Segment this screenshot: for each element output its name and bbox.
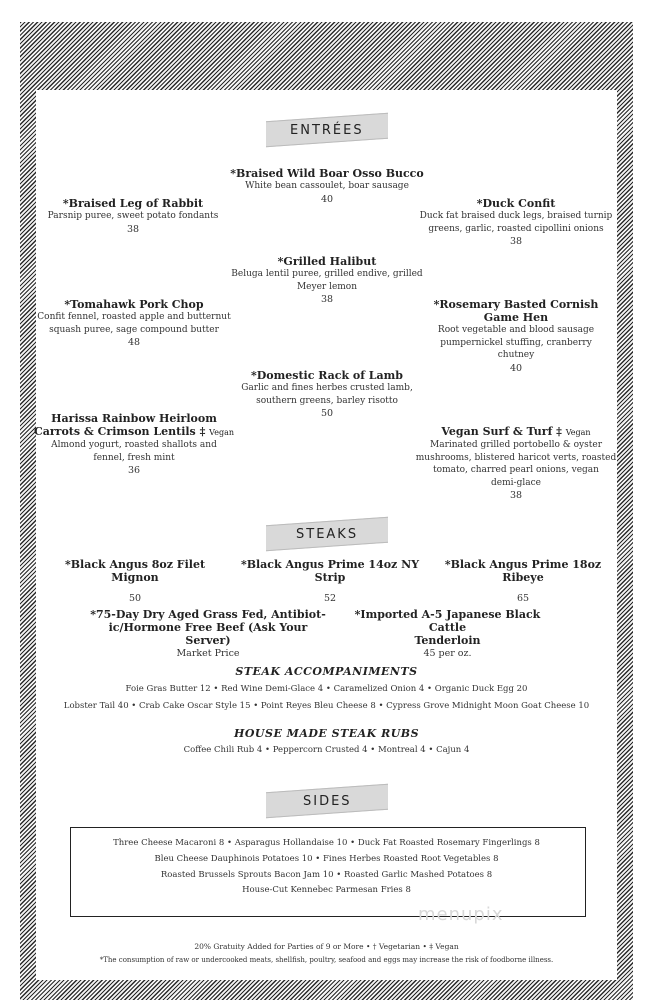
entree-desc: fennel, fresh mint [93,452,175,463]
sides-line: House-Cut Kennebec Parmesan Fries 8 [242,885,411,895]
entree-price: 38 [320,294,334,305]
entree-desc: mushrooms, blistered haricot verts, roasted [415,452,617,463]
entree-price: 40 [320,193,334,205]
entree-item [217,369,437,420]
sides-line: Three Cheese Macaroni 8 • Asparagus Hollandaise 10 • Duck Fat Roasted Rosemary Fingerlings 8 [113,838,540,848]
sides-line: Bleu Cheese Dauphinois Potatoes 10 • Fines Herbes Roasted Root Vegetables 8 [154,854,499,864]
steak-price: Market Price [176,648,240,659]
steak-item [40,558,230,605]
steak-price: 52 [323,593,337,604]
entrees-heading: ENTRÉES [290,122,364,138]
entree-desc: White bean cassoulet, boar sausage [245,181,409,191]
steak-name: Tenderloin [414,634,481,647]
entree-desc: Duck fat braised duck legs, braised turnip [419,211,613,221]
rubs-heading: HOUSE MADE STEAK RUBS [233,727,420,740]
entree-name: Harissa Rainbow Heirloom [51,412,217,425]
entree-name: *Domestic Rack of Lamb [250,369,403,382]
sides-line: Roasted Brussels Sprouts Bacon Jam 10 • Roasted Garlic Mashed Potatoes 8 [160,870,493,880]
entree-desc: greens, garlic, roasted cipollini onions [428,223,604,234]
entree-price: 50 [320,408,334,419]
steak-item [88,608,328,660]
gratuity-note: 20% Gratuity Added for Parties of 9 or More • † Vegetarian • ‡ Vegan [194,942,459,951]
accompaniments-line: Foie Gras Butter 12 • Red Wine Demi-Glace 4 • Caramelized Onion 4 • Organic Duck Egg 20 [125,684,528,694]
entree-name: *Braised Leg of Rabbit [62,197,204,210]
entree-desc: Garlic and fines herbes crusted lamb, [241,383,413,393]
entree-name: Game Hen [483,311,549,324]
steak-name: ic/Hormone Free Beef (Ask Your Server) [108,621,308,647]
entree-desc: tomato, charred pearl onions, vegan [433,465,599,475]
entree-price: 38 [509,490,523,501]
entree-price: 40 [509,362,523,374]
entree-desc: squash puree, sage compound butter [49,324,219,335]
entree-item [406,425,626,502]
entree-desc: pumpernickel stuffing, cranberry [440,337,592,348]
steak-price: 65 [516,593,530,604]
steaks-heading: STEAKS [295,526,359,542]
entree-desc: Meyer lemon [296,281,358,292]
entree-desc: Root vegetable and blood sausage [437,325,595,335]
entree-desc: Almond yogurt, roasted shallots and [51,440,217,450]
steak-price: 50 [128,593,142,604]
steak-name: *Black Angus Prime 18oz Ribeye [444,558,602,584]
steak-price: 45 per oz. [423,648,472,659]
steak-name: *Black Angus 8oz Filet Mignon [64,558,206,584]
sides-heading: SIDES [302,793,352,809]
entree-name: *Tomahawk Pork Chop [64,298,204,311]
accompaniments-line: Lobster Tail 40 • Crab Cake Oscar Style 15 • Point Reyes Bleu Cheese 8 • Cypress Grove Midnight Moon Goat Cheese 10 [63,701,590,711]
entree-name: *Rosemary Basted Cornish [433,298,599,311]
entree-item [28,412,240,477]
steak-item [428,558,618,605]
entree-desc: Confit fennel, roasted apple and butternut [37,312,231,322]
entree-item [217,255,437,306]
entree-price: 48 [127,337,141,348]
vegan-tag: Vegan [565,428,591,437]
entree-item [421,298,611,375]
entree-item [411,197,621,248]
steak-item [230,558,430,605]
vegan-tag: Vegan [209,428,234,437]
entree-item [28,298,240,349]
accompaniments-heading: STEAK ACCOMPANIMENTS [235,665,418,678]
entree-desc: Marinated grilled portobello & oyster [429,440,602,450]
entree-price: 36 [127,465,141,476]
entree-desc: chutney [497,350,535,360]
consumption-warning: *The consumption of raw or undercooked meats, shellfish, poultry, seafood and eggs may increase the risk of foodborne illness. [99,956,554,964]
steak-name: *Imported A-5 Japanese Black Cattle [354,608,541,634]
entree-desc: southern greens, barley risotto [256,395,398,406]
entree-item [28,197,238,236]
entree-desc: demi-glace [491,477,541,488]
entree-desc: Beluga lentil puree, grilled endive, grilled [231,269,423,279]
steak-item [340,608,555,660]
entree-name: *Duck Confit [476,197,556,210]
steak-name: *75-Day Dry Aged Grass Fed, Antibiot- [90,608,326,621]
entree-name: *Grilled Halibut [277,255,377,268]
steak-name: *Black Angus Prime 14oz NY Strip [240,558,420,584]
menupix-watermark: menupix [418,904,504,925]
entree-price: 38 [126,223,140,235]
entree-name: Carrots & Crimson Lentils ‡ [33,425,206,438]
rubs-line: Coffee Chili Rub 4 • Peppercorn Crusted 4 • Montreal 4 • Cajun 4 [183,745,470,755]
entree-desc: Parsnip puree, sweet potato fondants [47,211,219,221]
entree-price: 38 [509,236,523,247]
entree-name: *Braised Wild Boar Osso Bucco [230,167,424,180]
entree-name: Vegan Surf & Turf ‡ [441,425,562,438]
